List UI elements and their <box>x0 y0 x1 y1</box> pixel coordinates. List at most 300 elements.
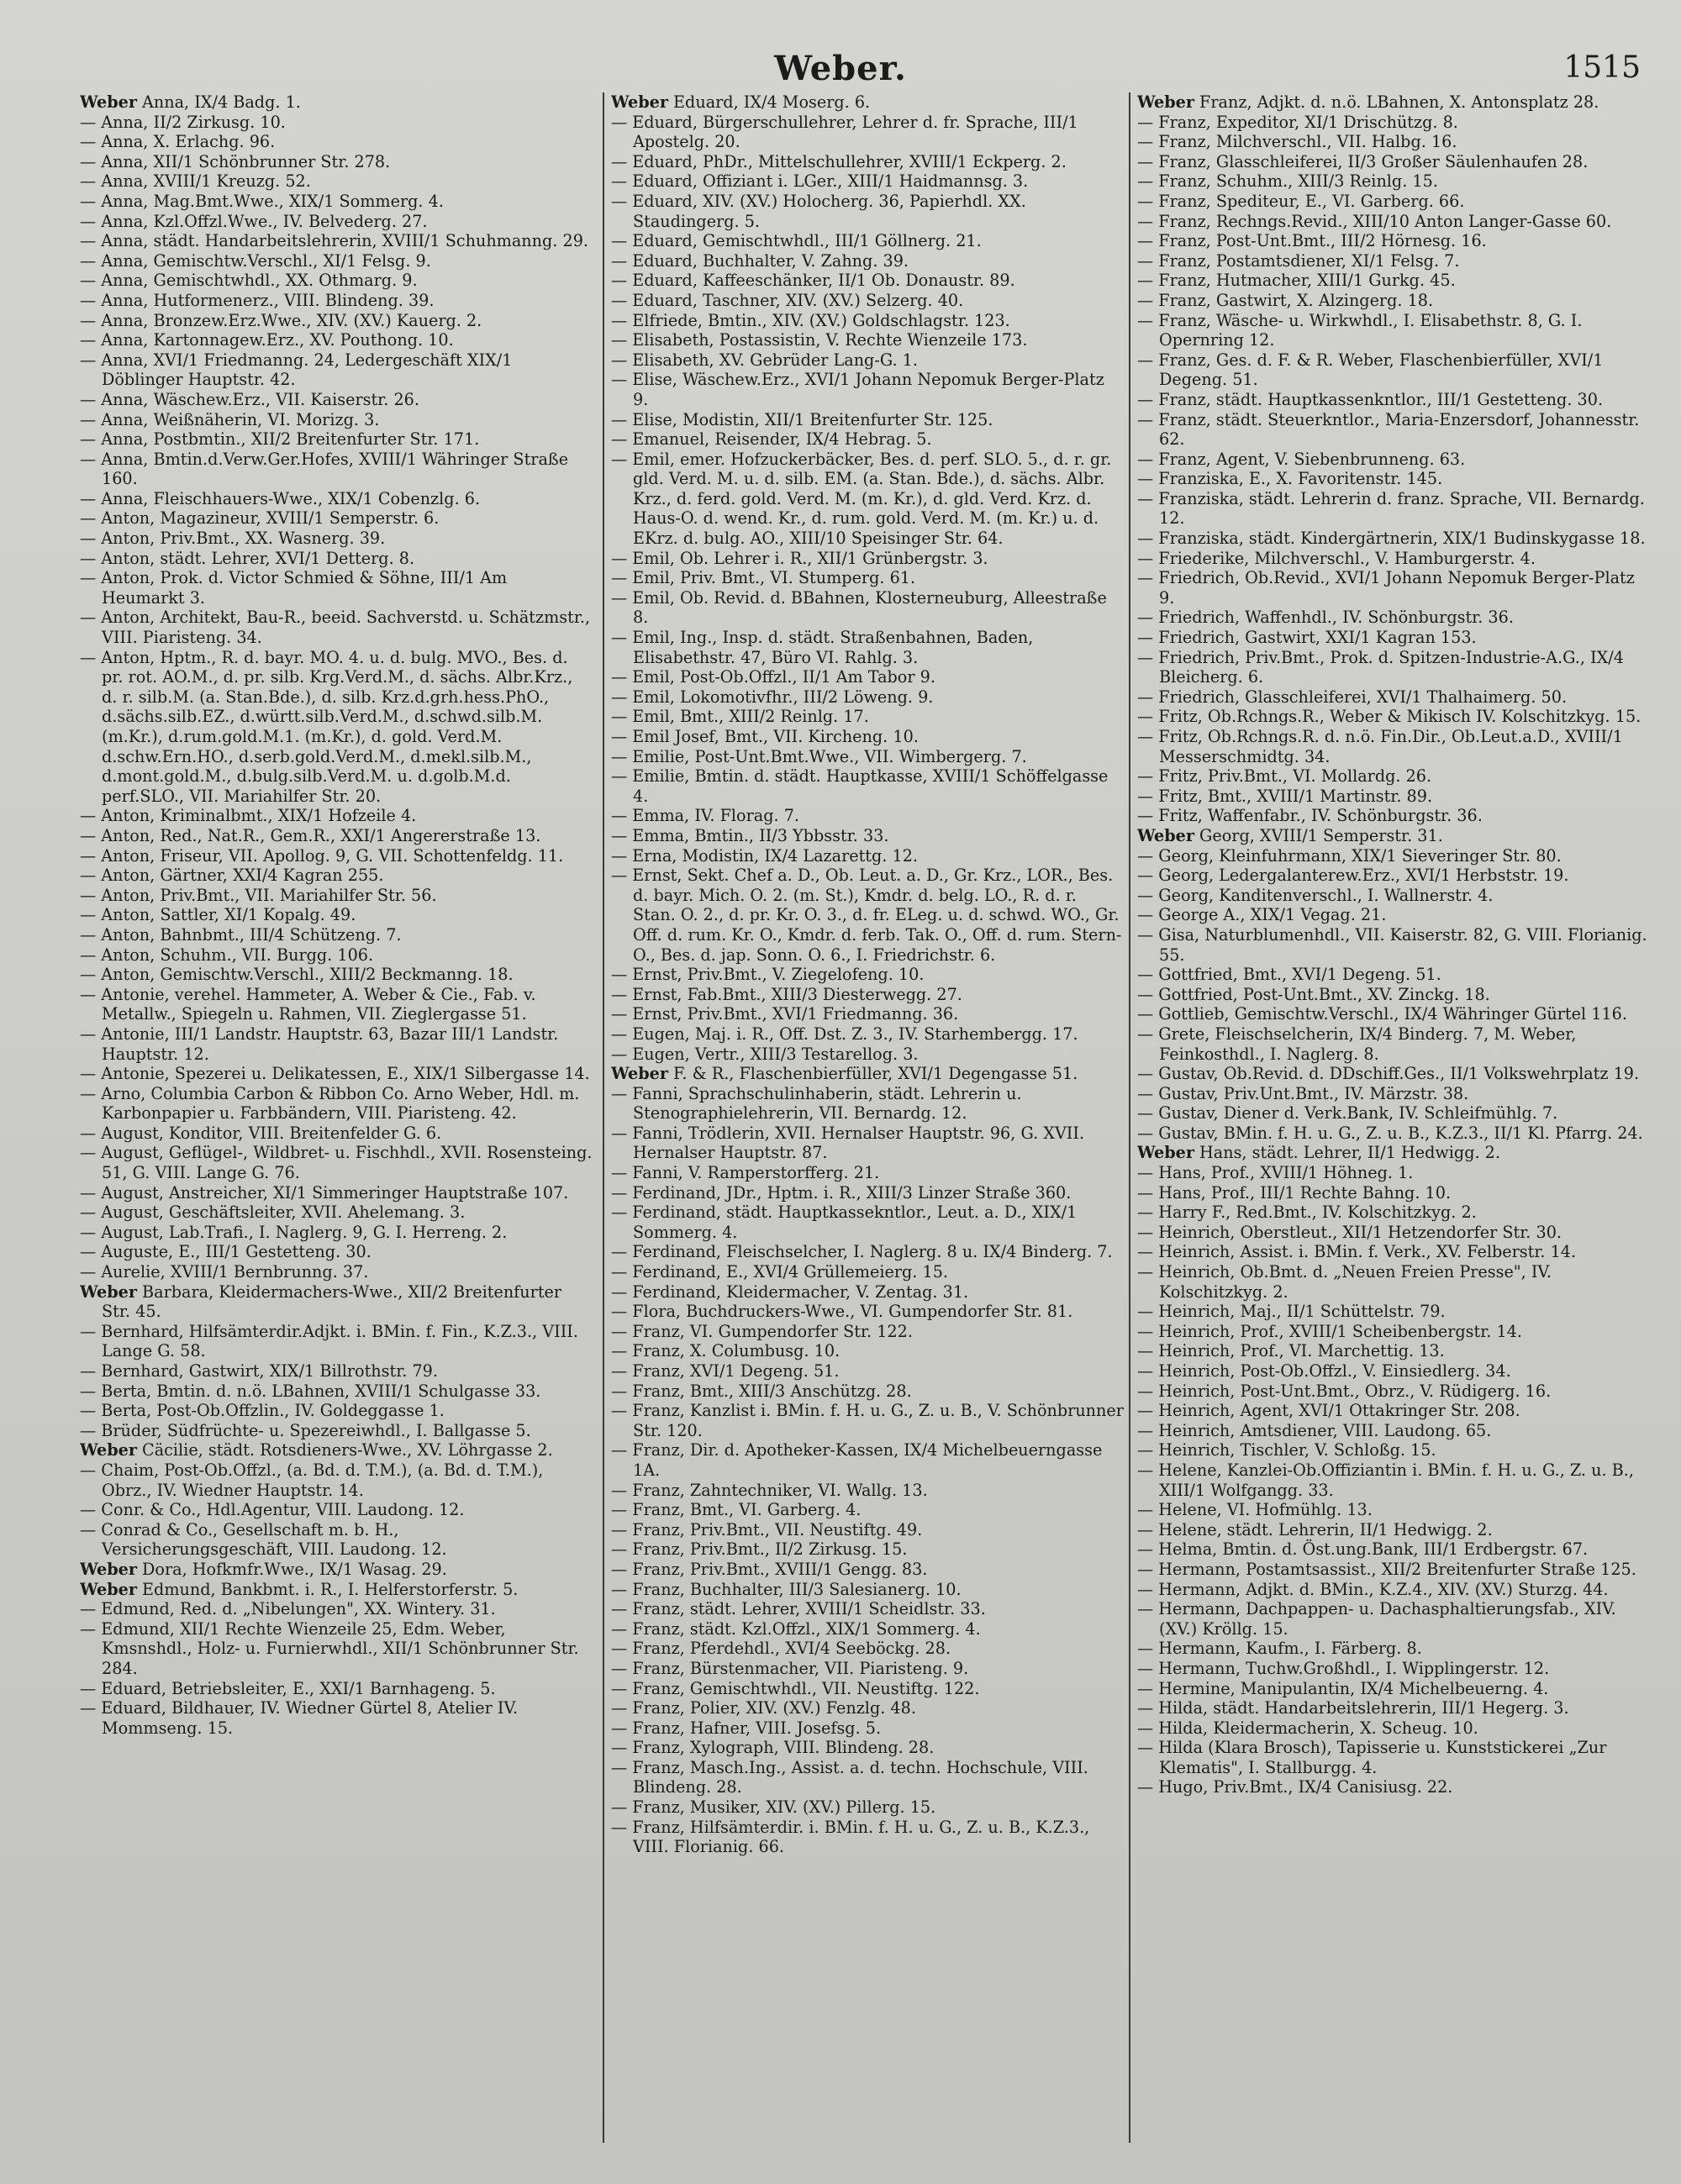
entry-text: — Friedrich, Waffenhdl., IV. Schönburgstr. 36. <box>1137 608 1514 628</box>
entry-text: — Franziska, E., X. Favoritenstr. 145. <box>1137 469 1443 489</box>
directory-entry <box>611 826 1124 846</box>
directory-entry <box>80 965 593 985</box>
entry-text: Eduard, IX/4 Moserg. 6. <box>673 92 871 112</box>
entry-text: — Anna, II/2 Zirkusg. 10. <box>80 112 286 132</box>
entry-text: — Grete, Fleischselcherin, IX/4 Binderg. 7, M. Weber, Feinkosthdl., I. Naglerg. 8. <box>1137 1024 1577 1064</box>
directory-entry <box>611 1539 1124 1560</box>
directory-entry <box>80 1460 593 1500</box>
directory-entry <box>611 1580 1124 1600</box>
directory-entry <box>80 152 593 172</box>
directory-entry <box>1137 113 1652 133</box>
directory-entry <box>1137 1738 1652 1777</box>
entry-text: — Hilda (Klara Brosch), Tapisserie u. Kunststickerei „Zur Klematis", I. Stallburgg. 4. <box>1137 1738 1607 1777</box>
directory-entry <box>611 707 1124 727</box>
entry-text: — Franz, Zahntechniker, VI. Wallg. 13. <box>611 1480 928 1500</box>
entry-text: — Anton, Priv.Bmt., VII. Mariahilfer Str. 56. <box>80 885 437 905</box>
entry-text: — Heinrich, Tischler, V. Schloßg. 15. <box>1137 1440 1436 1460</box>
directory-entry <box>1137 1381 1652 1402</box>
directory-entry <box>1137 549 1652 569</box>
directory-entry <box>611 1599 1124 1619</box>
directory-entry <box>611 1698 1124 1718</box>
entry-text: — Emil, emer. Hofzuckerbäcker, Bes. d. perf. SLO. 5., d. r. gr. gld. Verd. M. u. d. silb. EM. (a. Stan. Bde.), d. sächs. Albr. Krz., d. ferd. gold. Verd. M. (m. Kr.), d. gld. Verd. Krz. d. Haus-O. d. wend. Kr., d. rum. gold. Verd. M. (m. Kr.) u. d. EKrz. d. bulg. AO., XIII/10 Speisinger Str. 64. <box>611 449 1112 549</box>
directory-entry <box>1137 1460 1652 1500</box>
entry-text: — Anton, Kriminalbmt., XIX/1 Hofzeile 4. <box>80 806 417 826</box>
directory-entry <box>611 1381 1124 1402</box>
directory-entry <box>1137 1679 1652 1699</box>
entry-text: — Chaim, Post-Ob.Offzl., (a. Bd. d. T.M.), (a. Bd. d. T.M.), Obrz., IV. Wiedner Hauptstr. 14. <box>80 1460 544 1500</box>
entry-text: — Franz, Agent, V. Siebenbrunneng. 63. <box>1137 449 1466 469</box>
entry-text: — Emma, IV. Florag. 7. <box>611 806 799 826</box>
entry-text: — Anna, Mag.Bmt.Wwe., XIX/1 Sommerg. 4. <box>80 191 444 211</box>
directory-entry <box>80 212 593 232</box>
entry-text: — Georg, Kanditenverschl., I. Wallnerstr. 4. <box>1137 885 1494 905</box>
directory-entry <box>611 1440 1124 1480</box>
entry-text: — Eduard, XIV. (XV.) Holocherg. 36, Papierhdl. XX. Staudingerg. 5. <box>611 191 1026 231</box>
directory-entry <box>611 1262 1124 1282</box>
directory-entry <box>611 1797 1124 1818</box>
entry-surname: Weber <box>80 1440 137 1460</box>
entry-text: — August, Lab.Trafi., I. Naglerg. 9, G. I. Herreng. 2. <box>80 1222 508 1242</box>
entry-text: — Ernst, Fab.Bmt., XIII/3 Diesterwegg. 27. <box>611 984 962 1004</box>
directory-entry <box>1137 1302 1652 1322</box>
directory-entry <box>1137 271 1652 291</box>
entry-text: — Emil Josef, Bmt., VII. Kircheng. 10. <box>611 727 919 746</box>
directory-entry <box>80 271 593 291</box>
entry-text: — Elise, Wäschew.Erz., XVI/1 Johann Nepomuk Berger-Platz 9. <box>611 370 1104 409</box>
entry-text: — Ferdinand, Fleischselcher, I. Naglerg. 8 u. IX/4 Binderg. 7. <box>611 1242 1113 1262</box>
entry-text: — Berta, Post-Ob.Offzlin., IV. Goldeggasse 1. <box>80 1401 445 1421</box>
entry-text: — Berta, Bmtin. d. n.ö. LBahnen, XVIII/1 Schulgasse 33. <box>80 1381 541 1401</box>
entry-text: — Flora, Buchdruckers-Wwe., VI. Gumpendorfer Str. 81. <box>611 1302 1073 1322</box>
directory-entry <box>80 1679 593 1699</box>
entry-surname: Weber <box>1137 825 1194 845</box>
directory-entry <box>1137 450 1652 470</box>
entry-text: Dora, Hofkmfr.Wwe., IX/1 Wasag. 29. <box>142 1559 447 1579</box>
directory-entry <box>611 450 1124 549</box>
entry-text: — Ferdinand, E., XVI/4 Grüllemeierg. 15. <box>611 1262 948 1282</box>
entry-text: — Elfriede, Bmtin., XIV. (XV.) Goldschlagstr. 123. <box>611 310 1010 330</box>
directory-entry <box>80 1262 593 1282</box>
directory-entry <box>1137 152 1652 172</box>
directory-entry <box>1137 212 1652 232</box>
entry-text: — Fritz, Ob.Rchngs.R., Weber & Mikisch IV. Kolschitzkyg. 15. <box>1137 707 1641 727</box>
entry-text: — Emil, Ob. Lehrer i. R., XII/1 Grünbergstr. 3. <box>611 548 988 568</box>
directory-entry <box>80 132 593 152</box>
directory-entry <box>80 1124 593 1144</box>
directory-entry <box>80 1143 593 1182</box>
directory-entry <box>611 727 1124 747</box>
directory-entry <box>611 1302 1124 1322</box>
directory-entry <box>1137 469 1652 489</box>
entry-text: — Ferdinand, JDr., Hptm. i. R., XIII/3 Linzer Straße 360. <box>611 1182 1072 1203</box>
directory-entry <box>1137 390 1652 410</box>
entry-text: — Franz, Priv.Bmt., II/2 Zirkusg. 15. <box>611 1539 908 1560</box>
entry-text: — George A., XIX/1 Vegag. 21. <box>1137 905 1387 925</box>
entry-text: — Heinrich, Post-Ob.Offzl., V. Einsiedlerg. 34. <box>1137 1361 1511 1381</box>
entry-text: — Arno, Columbia Carbon & Ribbon Co. Arno Weber, Hdl. m. Karbonpapier u. Farbbändern, VIII. Piaristeng. 42. <box>80 1083 580 1124</box>
directory-entry <box>80 350 593 390</box>
directory-entry <box>1137 1242 1652 1262</box>
directory-entry <box>1137 1124 1652 1144</box>
entry-text: — August, Konditor, VIII. Breitenfelder G. 6. <box>80 1123 442 1143</box>
entry-text: — Anna, Gemischtwhdl., XX. Othmarg. 9. <box>80 271 418 291</box>
directory-entry <box>611 1659 1124 1679</box>
entry-text: — Franz, Wäsche- u. Wirkwhdl., I. Elisabethstr. 8, G. I. Opernring 12. <box>1137 310 1583 350</box>
directory-entry <box>611 1084 1124 1124</box>
directory-entry <box>1137 1599 1652 1639</box>
entry-text: — Anna, Gemischtw.Verschl., XI/1 Felsg. 9. <box>80 250 431 271</box>
entry-text: — Franz, Glasschleiferei, II/3 Großer Säulenhaufen 28. <box>1137 151 1589 171</box>
entry-text: — Anton, Sattler, XI/1 Kopalg. 49. <box>80 905 356 925</box>
entry-text: — Fanni, V. Ramperstorfferg. 21. <box>611 1163 880 1183</box>
directory-entry <box>80 1381 593 1402</box>
directory-entry <box>1137 1223 1652 1243</box>
entry-text: — Franz, städt. Kzl.Offzl., XIX/1 Sommerg. 4. <box>611 1618 981 1639</box>
directory-entry <box>611 549 1124 569</box>
directory-entry <box>80 1401 593 1421</box>
directory-entry <box>80 1024 593 1064</box>
directory-entry <box>1137 826 1652 846</box>
entry-text: — Hermann, Adjkt. d. BMin., K.Z.4., XIV. (XV.) Sturzg. 44. <box>1137 1579 1609 1599</box>
directory-entry <box>611 1183 1124 1203</box>
entry-text: — Hilda, Kleidermacherin, X. Scheug. 10. <box>1137 1718 1478 1738</box>
entry-surname: Weber <box>80 1281 137 1302</box>
entry-surname: Weber <box>1137 1143 1194 1163</box>
directory-entry <box>1137 1401 1652 1421</box>
directory-entry <box>80 1361 593 1381</box>
entry-text: — Anton, Gemischtw.Verschl., XIII/2 Beckmanng. 18. <box>80 965 514 985</box>
directory-entry <box>1137 1341 1652 1361</box>
directory-entry <box>80 1520 593 1560</box>
directory-entry <box>611 271 1124 291</box>
directory-entry <box>611 1500 1124 1520</box>
page-title: Weber. <box>774 49 907 88</box>
entry-text: — Franz, Milchverschl., VII. Halbg. 16. <box>1137 132 1457 152</box>
entry-text: — Emil, Lokomotivfhr., III/2 Löweng. 9. <box>611 687 934 707</box>
entry-text: — Anton, Priv.Bmt., XX. Wasnerg. 39. <box>80 529 386 549</box>
directory-entry <box>1137 568 1652 608</box>
directory-entry <box>611 806 1124 826</box>
column-2 <box>611 92 1124 2160</box>
column-1 <box>80 92 593 2160</box>
entry-text: — Hans, Prof., XVIII/1 Höhneg. 1. <box>1137 1163 1414 1183</box>
entry-text: — Gustav, Priv.Unt.Bmt., IV. Märzstr. 38. <box>1137 1083 1469 1103</box>
entry-text: — Friedrich, Gastwirt, XXI/1 Kagran 153. <box>1137 628 1477 648</box>
entry-text: — Franz, Gastwirt, X. Alzingerg. 18. <box>1137 290 1434 310</box>
entry-text: — Helene, städt. Lehrerin, II/1 Hedwigg. 2. <box>1137 1519 1493 1539</box>
entry-text: — Anna, Hutformenerz., VIII. Blindeng. 39. <box>80 290 435 310</box>
entry-text: — Gottlieb, Gemischtw.Verschl., IX/4 Währinger Gürtel 116. <box>1137 1004 1627 1024</box>
entry-text: — Gustav, Ob.Revid. d. DDschiff.Ges., II/1 Volkswehrplatz 19. <box>1137 1064 1640 1084</box>
directory-entry <box>80 92 593 113</box>
directory-entry <box>611 1341 1124 1361</box>
entry-text: — Franz, Gemischtwhdl., VII. Neustiftg. 122. <box>611 1678 980 1698</box>
entry-text: — Eugen, Maj. i. R., Off. Dst. Z. 3., IV. Starhembergg. 17. <box>611 1024 1078 1044</box>
directory-entry <box>611 350 1124 371</box>
directory-entry <box>1137 1143 1652 1163</box>
directory-entry <box>1137 192 1652 212</box>
entry-text: — Franziska, städt. Kindergärtnerin, XIX/1 Budinskygasse 18. <box>1137 529 1646 549</box>
directory-entry <box>80 985 593 1024</box>
entry-text: — Fanni, Trödlerin, XVII. Hernalser Hauptstr. 96, G. XVII. Hernalser Hauptstr. 87. <box>611 1123 1085 1163</box>
entry-text: — Franz, Bmt., VI. Garberg. 4. <box>611 1500 862 1520</box>
entry-surname: Weber <box>80 1559 137 1579</box>
directory-entry <box>1137 608 1652 628</box>
directory-entry <box>611 1738 1124 1758</box>
directory-entry <box>1137 1520 1652 1540</box>
directory-entry <box>611 1639 1124 1659</box>
directory-entry <box>611 1124 1124 1163</box>
entry-text: — Franz, Spediteur, E., VI. Garberg. 66. <box>1137 191 1465 211</box>
entry-text: — Anton, Prok. d. Victor Schmied & Söhne, III/1 Am Heumarkt 3. <box>80 568 508 608</box>
directory-entry <box>80 1698 593 1738</box>
entry-text: — Franz, Buchhalter, III/3 Salesianerg. 10. <box>611 1579 962 1599</box>
entry-text: — Fritz, Waffenfabr., IV. Schönburgstr. 36. <box>1137 806 1483 826</box>
entry-text: — Franz, Ges. d. F. & R. Weber, Flaschenbierfüller, XVI/1 Degeng. 51. <box>1137 350 1604 390</box>
entry-text: — Emma, Bmtin., II/3 Ybbsstr. 33. <box>611 825 889 845</box>
entry-text: — Franz, Musiker, XIV. (XV.) Pillerg. 15. <box>611 1797 936 1818</box>
entry-text: Barbara, Kleidermachers-Wwe., XII/2 Breitenfurter Str. 45. <box>102 1281 562 1322</box>
entry-text: — Eduard, Betriebsleiter, E., XXI/1 Barnhageng. 5. <box>80 1678 496 1698</box>
directory-entry <box>1137 1659 1652 1679</box>
entry-text: — Hugo, Priv.Bmt., IX/4 Canisiusg. 22. <box>1137 1777 1453 1797</box>
entry-text: — Erna, Modistin, IX/4 Lazarettg. 12. <box>611 845 919 866</box>
entry-text: — Emil, Ing., Insp. d. städt. Straßenbahnen, Baden, Elisabethstr. 47, Büro VI. Rahlg. 3. <box>611 628 1034 667</box>
entry-text: — Eduard, Offiziant i. LGer., XIII/1 Haidmannsg. 3. <box>611 171 1029 192</box>
directory-entry <box>1137 92 1652 113</box>
directory-entry <box>1137 1440 1652 1460</box>
entry-text: — Georg, Kleinfuhrmann, XIX/1 Sieveringer Str. 80. <box>1137 845 1562 866</box>
entry-text: — Ernst, Sekt. Chef a. D., Ob. Leut. a. D., Gr. Krz., LOR., Bes. d. bayr. Mich. O. 2. (m. St.), Kmdr. d. belg. LO., R. d. r. Stan. O. 2., d. pr. Kr. O. 3., d. fr. ELeg. u. d. schwd. WO., Gr. Off. d. rum. Kr. O., Kmdr. d. ferb. Tak. O., Off. d. rum. Stern-O., Bes. d. jap. Sonn. O. 6., I. Friedrichstr. 6. <box>611 866 1122 965</box>
entry-text: — Eduard, PhDr., Mittelschullehrer, XVIII/1 Eckperg. 2. <box>611 151 1067 171</box>
entry-text: Franz, Adjkt. d. n.ö. LBahnen, X. Antonsplatz 28. <box>1199 92 1599 112</box>
entry-text: — Conr. & Co., Hdl.Agentur, VIII. Laudong. 12. <box>80 1500 465 1520</box>
entry-text: — Heinrich, Assist. i. BMin. f. Verk., XV. Felberstr. 14. <box>1137 1242 1577 1262</box>
entry-text: — Anna, X. Erlachg. 96. <box>80 132 276 152</box>
entry-text: — Eduard, Gemischtwhdl., III/1 Göllnerg. 21. <box>611 231 982 251</box>
directory-entry <box>611 171 1124 192</box>
directory-entry <box>611 251 1124 271</box>
directory-entry <box>1137 231 1652 251</box>
directory-entry <box>80 608 593 647</box>
directory-entry <box>80 390 593 410</box>
entry-text: — Franz, Postamtsdiener, XI/1 Felsg. 7. <box>1137 250 1460 271</box>
directory-entry <box>611 92 1124 113</box>
entry-text: — Franz, Post-Unt.Bmt., III/2 Hörnesg. 16. <box>1137 231 1487 251</box>
directory-entry <box>1137 1203 1652 1223</box>
directory-entry <box>611 846 1124 866</box>
directory-entry <box>611 985 1124 1005</box>
entry-text: — Anton, Bahnbmt., III/4 Schützeng. 7. <box>80 924 402 945</box>
entry-surname: Weber <box>80 1579 137 1599</box>
directory-entry <box>1137 965 1652 985</box>
entry-text: — Emil, Priv. Bmt., VI. Stumperg. 61. <box>611 568 916 588</box>
directory-entry <box>611 766 1124 806</box>
entry-text: — Gottfried, Bmt., XVI/1 Degeng. 51. <box>1137 965 1441 985</box>
directory-entry <box>1137 1361 1652 1381</box>
entry-text: — Gottfried, Post-Unt.Bmt., XV. Zinckg. 18. <box>1137 984 1490 1004</box>
directory-entry <box>1137 846 1652 866</box>
directory-entry <box>1137 1698 1652 1718</box>
directory-entry <box>1137 787 1652 807</box>
directory-entry <box>611 1619 1124 1639</box>
directory-entry <box>80 1084 593 1124</box>
directory-entry <box>80 1203 593 1223</box>
directory-entry <box>1137 350 1652 390</box>
entry-text: — Anton, Architekt, Bau-R., beeid. Sachverstd. u. Schätzmstr., VIII. Piaristeng. 34. <box>80 608 591 648</box>
directory-entry <box>80 529 593 549</box>
entry-text: — Anton, Magazineur, XVIII/1 Semperstr. 6. <box>80 508 440 529</box>
directory-entry <box>611 1758 1124 1797</box>
directory-entry <box>611 330 1124 350</box>
directory-entry <box>611 1242 1124 1262</box>
directory-entry <box>1137 311 1652 350</box>
entry-text: — Conrad & Co., Gesellschaft m. b. H., Versicherungsgeschäft, VIII. Laudong. 12. <box>80 1519 447 1560</box>
entry-text: — Hermann, Kaufm., I. Färberg. 8. <box>1137 1639 1422 1659</box>
directory-entry <box>611 231 1124 251</box>
entry-text: — Franz, Kanzlist i. BMin. f. H. u. G., Z. u. B., V. Schönbrunner Str. 120. <box>611 1401 1124 1440</box>
entry-surname: Weber <box>611 1064 668 1084</box>
entry-text: — Ernst, Priv.Bmt., V. Ziegelofeng. 10. <box>611 965 925 985</box>
entry-text: — Anna, Fleischhauers-Wwe., XIX/1 Cobenzlg. 6. <box>80 488 481 508</box>
directory-entry <box>1137 1718 1652 1739</box>
directory-entry <box>80 1223 593 1243</box>
entry-text: — Fritz, Priv.Bmt., VI. Mollardg. 26. <box>1137 766 1432 787</box>
directory-entry <box>80 489 593 509</box>
directory-entry <box>80 1560 593 1580</box>
entry-text: — Anna, Weißnäherin, VI. Morizg. 3. <box>80 409 380 429</box>
entry-text: — Antonie, III/1 Landstr. Hauptstr. 63, Bazar III/1 Landstr. Hauptstr. 12. <box>80 1024 559 1064</box>
directory-entry <box>1137 251 1652 271</box>
directory-entry <box>1137 886 1652 906</box>
entry-text: — Eduard, Buchhalter, V. Zahng. 39. <box>611 250 909 271</box>
directory-entry <box>80 1500 593 1520</box>
directory-entry <box>80 291 593 311</box>
entry-text: — August, Anstreicher, XI/1 Simmeringer Hauptstraße 107. <box>80 1182 569 1203</box>
directory-entry <box>1137 985 1652 1005</box>
entry-text: — Heinrich, Agent, XVI/1 Ottakringer Str. 208. <box>1137 1401 1520 1421</box>
entry-text: — Helene, VI. Hofmühlg. 13. <box>1137 1500 1373 1520</box>
directory-entry <box>1137 905 1652 925</box>
directory-entry <box>611 113 1124 152</box>
entry-text: — Anna, Bronzew.Erz.Wwe., XIV. (XV.) Kauerg. 2. <box>80 310 482 330</box>
entry-text: — Franz, XVI/1 Degeng. 51. <box>611 1361 840 1381</box>
entry-text: — Franz, X. Columbusg. 10. <box>611 1341 840 1361</box>
entry-text: — Brüder, Südfrüchte- u. Spezereiwhdl., I. Ballgasse 5. <box>80 1420 531 1440</box>
entry-text: — Anna, XVIII/1 Kreuzg. 52. <box>80 171 311 192</box>
entry-text: — Fanni, Sprachschulinhaberin, städt. Lehrerin u. Stenographielehrerin, VII. Bernardg. 12. <box>611 1083 1022 1124</box>
directory-entry <box>611 1679 1124 1699</box>
entry-text: — Heinrich, Oberstleut., XII/1 Hetzendorfer Str. 30. <box>1137 1222 1562 1242</box>
directory-entry <box>611 747 1124 767</box>
entry-text: — Emilie, Post-Unt.Bmt.Wwe., VII. Wimbergerg. 7. <box>611 746 1027 766</box>
entry-text: — Fritz, Bmt., XVIII/1 Martinstr. 89. <box>1137 786 1433 806</box>
page-number: 1515 <box>1563 50 1641 85</box>
directory-entry <box>1137 410 1652 450</box>
directory-entry <box>80 251 593 271</box>
entry-text: — Franz, städt. Steuerkntlor., Maria-Enzersdorf, Johannesstr. 62. <box>1137 409 1640 450</box>
entry-text: — Anna, XVI/1 Friedmanng. 24, Ledergeschäft XIX/1 Döblinger Hauptstr. 42. <box>80 350 513 390</box>
entry-text: — Bernhard, Gastwirt, XIX/1 Billrothstr. 79. <box>80 1361 438 1381</box>
directory-entry <box>80 192 593 212</box>
entry-text: — Edmund, XII/1 Rechte Wienzeile 25, Edm. Weber, Kmsnshdl., Holz- u. Furnierwhdl., XII/1 Schönbrunner Str. 284. <box>80 1618 579 1678</box>
directory-entry <box>611 687 1124 708</box>
entry-text: — Friedrich, Ob.Revid., XVI/1 Johann Nepomuk Berger-Platz 9. <box>1137 568 1635 608</box>
entry-text: — Anton, Gärtner, XXI/4 Kagran 255. <box>80 866 384 886</box>
entry-text: — Emilie, Bmtin. d. städt. Hauptkasse, XVIII/1 Schöffelgasse 4. <box>611 766 1109 806</box>
column-3 <box>1137 92 1652 2160</box>
directory-entry <box>611 1064 1124 1084</box>
entry-text: — Gustav, BMin. f. H. u. G., Z. u. B., K.Z.3., II/1 Kl. Pfarrg. 24. <box>1137 1123 1643 1143</box>
directory-entry <box>611 192 1124 231</box>
entry-text: — Franz, Bmt., XIII/3 Anschützg. 28. <box>611 1381 912 1401</box>
directory-entry <box>611 628 1124 667</box>
directory-entry <box>1137 1004 1652 1024</box>
entry-text: — Georg, Ledergalanterew.Erz., XVI/1 Herbststr. 19. <box>1137 866 1569 886</box>
directory-entry <box>80 1619 593 1679</box>
entry-text: — Franz, Dir. d. Apotheker-Kassen, IX/4 Michelbeuerngasse 1A. <box>611 1440 1103 1480</box>
entry-text: — Edmund, Red. d. „Nibelungen", XX. Wintery. 31. <box>80 1599 496 1619</box>
directory-entry <box>1137 727 1652 766</box>
entry-text: — Antonie, verehel. Hammeter, A. Weber & Cie., Fab. v. Metallw., Spiegeln u. Rahmen, VII. Zieglergasse 51. <box>80 984 536 1024</box>
entry-text: — Ferdinand, städt. Hauptkassekntlor., Leut. a. D., XIX/1 Sommerg. 4. <box>611 1203 1078 1242</box>
directory-entry <box>80 311 593 331</box>
directory-entry <box>80 866 593 886</box>
entry-text: — Antonie, Spezerei u. Delikatessen, E., XIX/1 Silbergasse 14. <box>80 1064 590 1084</box>
directory-entry <box>1137 1580 1652 1600</box>
entry-text: — Hermine, Manipulantin, IX/4 Michelbeuerng. 4. <box>1137 1678 1549 1698</box>
entry-text: — Anna, Wäschew.Erz., VII. Kaiserstr. 26. <box>80 389 419 409</box>
directory-entry <box>611 866 1124 965</box>
entry-text: — Emanuel, Reisender, IX/4 Hebrag. 5. <box>611 429 932 450</box>
entry-text: — August, Geflügel-, Wildbret- u. Fischhdl., XVII. Rosensteing. 51, G. VIII. Lange G. 76. <box>80 1143 593 1183</box>
directory-entry <box>611 1004 1124 1024</box>
directory-entry <box>1137 806 1652 826</box>
entry-text: — Anna, Bmtin.d.Verw.Ger.Hofes, XVIII/1 Währinger Straße 160. <box>80 449 569 489</box>
entry-text: Cäcilie, städt. Rotsdieners-Wwe., XV. Löhrgasse 2. <box>142 1440 553 1460</box>
directory-entry <box>611 1520 1124 1540</box>
directory-entry <box>1137 1163 1652 1183</box>
directory-entry <box>1137 1777 1652 1797</box>
directory-entry <box>80 231 593 251</box>
directory-entry <box>1137 1064 1652 1084</box>
directory-entry <box>611 1024 1124 1045</box>
entry-text: — Franz, Priv.Bmt., XVIII/1 Gengg. 83. <box>611 1559 928 1579</box>
directory-entry <box>1137 291 1652 311</box>
entry-text: — Friedrich, Glasschleiferei, XVI/1 Thalhaimerg. 50. <box>1137 687 1568 707</box>
entry-text: — Franz, Hafner, VIII. Josefsg. 5. <box>611 1718 882 1738</box>
entry-text: — Heinrich, Amtsdiener, VIII. Laudong. 65. <box>1137 1420 1492 1440</box>
entry-text: — Franz, Schuhm., XIII/3 Reinlg. 15. <box>1137 171 1438 192</box>
entry-text: — Anton, städt. Lehrer, XVI/1 Detterg. 8. <box>80 548 415 568</box>
entry-text: — Eugen, Vertr., XIII/3 Testarellog. 3. <box>611 1044 919 1064</box>
directory-entry <box>80 1322 593 1361</box>
entry-text: — Hermann, Dachpappen- u. Dachasphaltierungsfab., XIV. (XV.) Kröllg. 15. <box>1137 1599 1616 1639</box>
directory-entry <box>80 508 593 529</box>
directory-entry <box>611 1560 1124 1580</box>
entry-text: — Eduard, Bürgerschullehrer, Lehrer d. fr. Sprache, III/1 Apostelg. 20. <box>611 112 1078 152</box>
entry-text: — Franz, städt. Hauptkassenkntlor., III/1 Gestetteng. 30. <box>1137 389 1604 409</box>
directory-entry <box>611 1163 1124 1183</box>
entry-text: — Heinrich, Post-Unt.Bmt., Obrz., V. Rüdigerg. 16. <box>1137 1381 1552 1401</box>
directory-entry <box>80 330 593 350</box>
entry-text: — Eduard, Bildhauer, IV. Wiedner Gürtel 8, Atelier IV. Mommseng. 15. <box>80 1698 519 1738</box>
entry-text: F. & R., Flaschenbierfüller, XVI/1 Degengasse 51. <box>673 1064 1078 1084</box>
entry-text: — Hans, Prof., III/1 Rechte Bahng. 10. <box>1137 1182 1452 1203</box>
directory-entry <box>611 1718 1124 1739</box>
entry-text: — Franz, städt. Lehrer, XVIII/1 Scheidlstr. 33. <box>611 1599 986 1619</box>
directory-entry <box>611 1401 1124 1440</box>
